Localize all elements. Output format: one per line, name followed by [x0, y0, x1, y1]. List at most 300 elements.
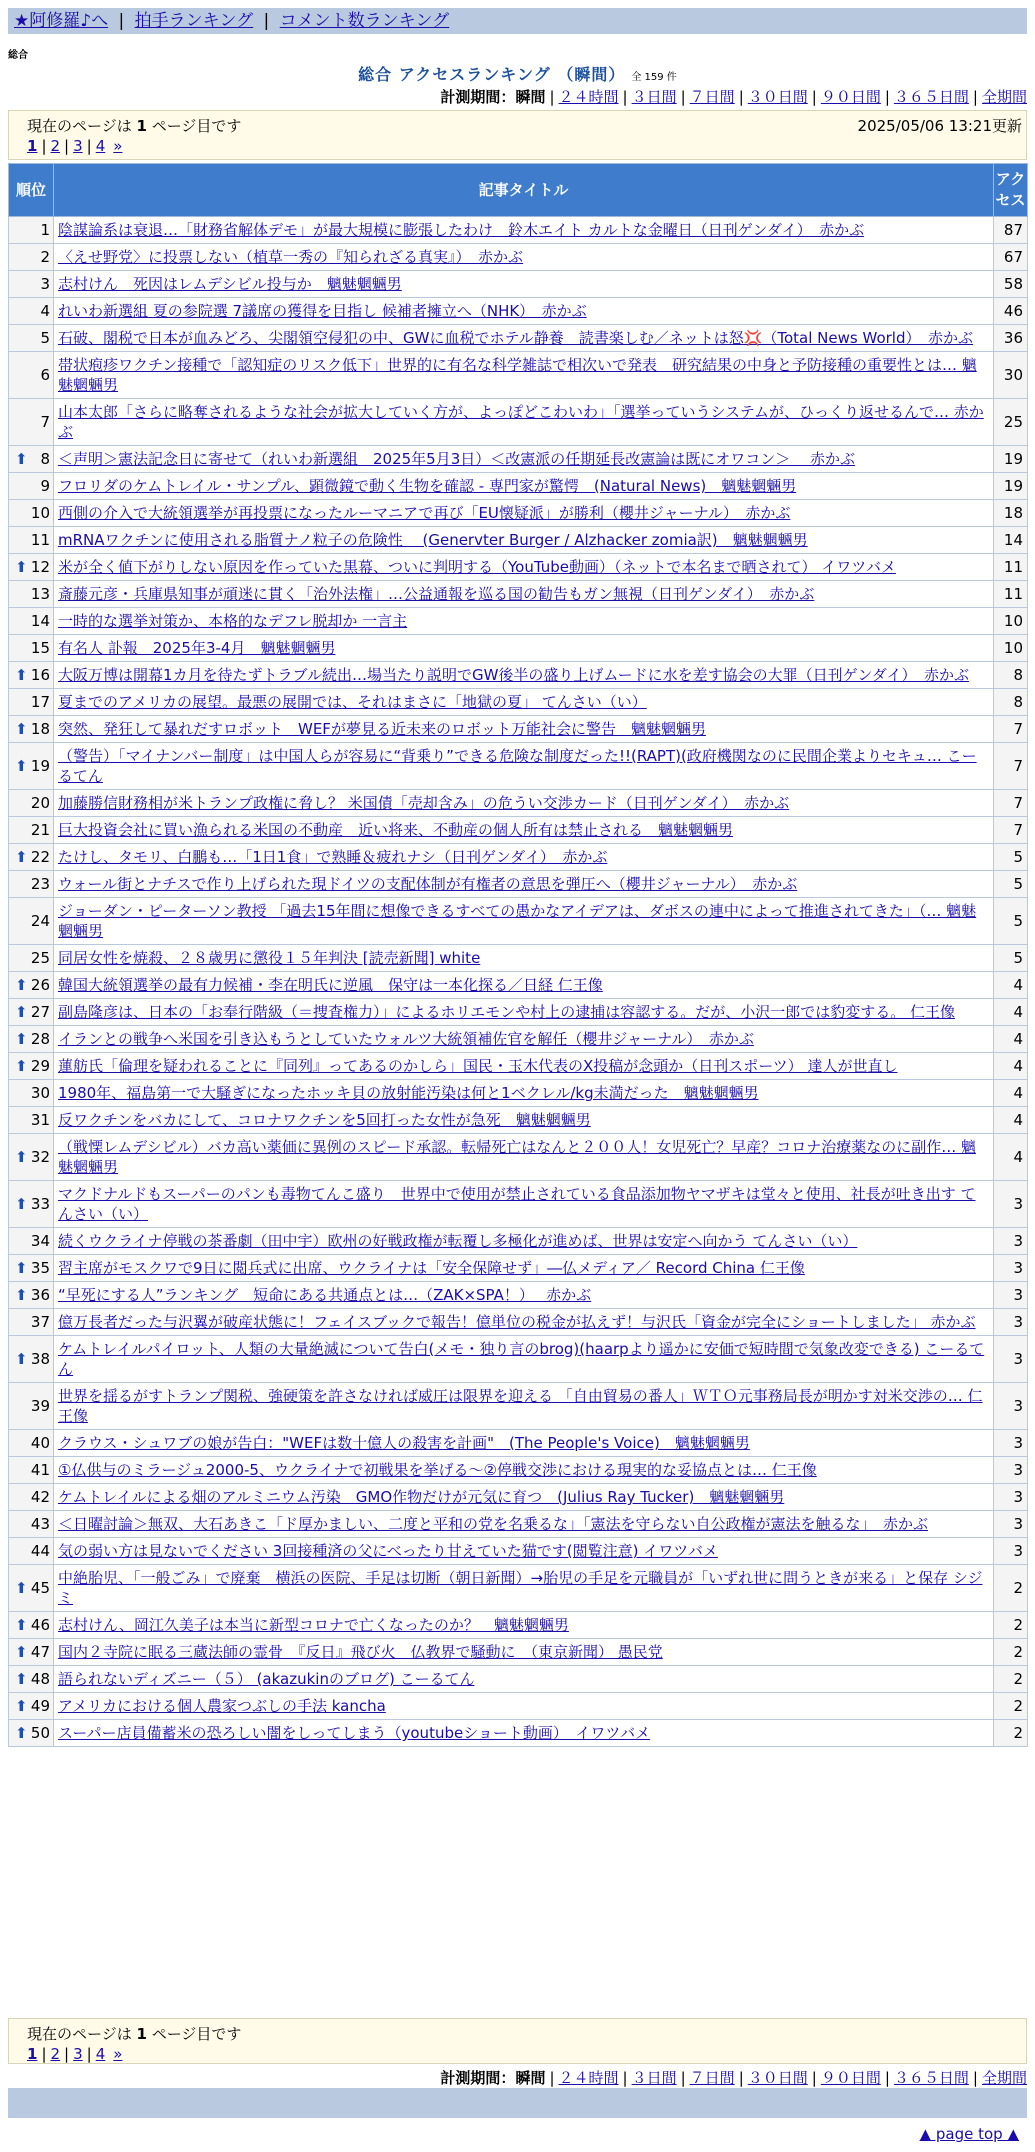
- article-title-link[interactable]: マクドナルドもスーパーのパンも毒物てんこ盛り 世界中で使用が禁止されている食品添加物ヤマザキは堂々と使用、社長が吐き出す てんさい（い）: [58, 1185, 976, 1223]
- access-count: 14: [994, 527, 1028, 554]
- rank-number: 49: [30, 1697, 50, 1715]
- article-title-link[interactable]: 有名人 訃報 2025年3-4月 魑魅魍魎男: [58, 639, 336, 657]
- table-row: [9, 999, 1028, 1026]
- next-page-link[interactable]: »: [113, 137, 123, 155]
- rank-cell: [9, 1639, 54, 1666]
- table-row: [9, 527, 1028, 554]
- table-row: [9, 1228, 1028, 1255]
- rank-up-arrow-icon: ⬆: [15, 1030, 28, 1048]
- rank-cell: [9, 844, 54, 871]
- rank-cell: [9, 945, 54, 972]
- title-cell: [54, 1080, 994, 1107]
- page-top-link[interactable]: ▲ page top ▲: [919, 2125, 1019, 2143]
- article-title-link[interactable]: 語られないディズニー（５） (akazukinのブログ) こーるてん: [58, 1670, 475, 1688]
- rank-cell: [9, 1484, 54, 1511]
- rank-up-arrow-icon: ⬆: [15, 1616, 28, 1634]
- article-title-link[interactable]: ケムトレイルによる畑のアルミニウム汚染 GMO作物だけが元気に育つ (Julius Ray Tucker) 魑魅魍魎男: [58, 1488, 785, 1506]
- table-row: [9, 972, 1028, 999]
- rank-up-arrow-icon: ⬆: [15, 1724, 28, 1742]
- period-option[interactable]: ２４時間: [558, 2069, 619, 2087]
- rank-up-arrow-icon: ⬆: [15, 1697, 28, 1715]
- rank-up-arrow-icon: ⬆: [15, 1286, 28, 1304]
- access-count: 2: [994, 1666, 1028, 1693]
- article-title-link[interactable]: 続くウクライナ停戦の茶番劇（田中宇）欧州の好戦政権が転覆し多極化が進めば、世界は安定へ向かう てんさい（い）: [58, 1232, 858, 1250]
- page-link[interactable]: 2: [50, 2045, 61, 2063]
- rank-cell: [9, 352, 54, 399]
- table-row: [9, 689, 1028, 716]
- rank-cell: [9, 500, 54, 527]
- rank-cell: [9, 635, 54, 662]
- rank-up-arrow-icon: ⬆: [15, 976, 28, 994]
- article-title-link[interactable]: 米が全く値下がりしない原因を作っていた黒幕、ついに判明する（YouTube動画）（ネットで本名まで晒されて） イワツバメ: [58, 558, 896, 576]
- access-count: 46: [994, 298, 1028, 325]
- title-cell: [54, 352, 994, 399]
- rank-cell: [9, 898, 54, 945]
- table-row: [9, 1134, 1028, 1181]
- period-separator: |: [811, 88, 817, 106]
- clap-ranking-link[interactable]: 拍手ランキング: [134, 11, 254, 31]
- rank-cell: [9, 527, 54, 554]
- article-title-link[interactable]: 韓国大統領選挙の最有力候補・李在明氏に逆風 保守は一本化探る／日経 仁王像: [58, 976, 603, 994]
- rank-number: 39: [30, 1397, 50, 1415]
- rank-cell: [9, 1383, 54, 1430]
- page-link[interactable]: 1: [27, 2045, 38, 2063]
- rank-number: 34: [30, 1232, 50, 1250]
- period-option[interactable]: ３日間: [631, 2069, 677, 2087]
- article-title-link[interactable]: イランとの戦争へ米国を引き込もうとしていたウォルツ大統領補佐官を解任（櫻井ジャーナル） 赤かぶ: [58, 1030, 754, 1048]
- rank-cell: [9, 1430, 54, 1457]
- article-title-link[interactable]: ＜日曜討論＞無双、大石あきこ「ド厚かましい、二度と平和の党を名乗るな」「憲法を守らない自公政権が憲法を触るな」 赤かぶ: [58, 1515, 929, 1533]
- rank-number: 9: [40, 477, 50, 495]
- period-option[interactable]: ７日間: [689, 88, 735, 106]
- period-option[interactable]: ９０日間: [820, 2069, 881, 2087]
- rank-cell: [9, 325, 54, 352]
- article-title-link[interactable]: 一時的な選挙対策か、本格的なデフレ脱却か 一言主: [58, 612, 408, 630]
- title-cell: [54, 898, 994, 945]
- period-separator: |: [884, 88, 890, 106]
- rank-up-arrow-icon: ⬆: [15, 1579, 28, 1597]
- period-label: 計測期間：: [440, 88, 516, 106]
- rank-cell: [9, 1255, 54, 1282]
- access-count: 4: [994, 999, 1028, 1026]
- title-cell: [54, 1107, 994, 1134]
- rank-number: 28: [30, 1030, 50, 1048]
- access-count: 4: [994, 972, 1028, 999]
- updated-time: 2025/05/06 13:21更新: [857, 117, 1022, 135]
- title-cell: [54, 1484, 994, 1511]
- access-header-text: アク セス: [995, 170, 1026, 209]
- table-row: [9, 790, 1028, 817]
- title-cell: [54, 1720, 994, 1747]
- rank-number: 3: [40, 275, 50, 293]
- table-row: [9, 1538, 1028, 1565]
- period-option[interactable]: ７日間: [689, 2069, 735, 2087]
- period-separator: |: [549, 2069, 555, 2087]
- access-count: 3: [994, 1538, 1028, 1565]
- period-current: 瞬間: [515, 2069, 546, 2087]
- page-link[interactable]: 4: [95, 2045, 106, 2063]
- title-cell: [54, 844, 994, 871]
- article-title-link[interactable]: 1980年、福島第一で大騒ぎになったホッキ貝の放射能汚染は何と1ベクレル/kg未満だった 魑魅魍魎男: [58, 1084, 759, 1102]
- article-title-link[interactable]: （警告）「マイナンバー制度」は中国人らが容易に“背乗り”できる危険な制度だった!!(RAPT)(政府機関なのに民間企業よりセキュ… こーるてん: [58, 747, 977, 785]
- period-separator: |: [884, 2069, 890, 2087]
- period-label: 計測期間：: [440, 2069, 516, 2087]
- page-separator: |: [64, 2045, 70, 2063]
- table-row: [9, 1639, 1028, 1666]
- access-count: 19: [994, 446, 1028, 473]
- table-row: [9, 1666, 1028, 1693]
- title-cell: [54, 871, 994, 898]
- home-link[interactable]: ★阿修羅♪へ: [14, 11, 109, 31]
- title-cell: [54, 1282, 994, 1309]
- period-current: 瞬間: [515, 88, 546, 106]
- title-cell: [54, 790, 994, 817]
- title-cell: [54, 1228, 994, 1255]
- access-count: 18: [994, 500, 1028, 527]
- table-row: [9, 217, 1028, 244]
- rank-number: 35: [30, 1259, 50, 1277]
- ranking-title-text: 総合 アクセスランキング （瞬間）: [358, 65, 626, 84]
- rank-cell: [9, 581, 54, 608]
- article-title-link[interactable]: 副島隆彦は、日本の「お奉行階級（＝捜査権力）」によるホリエモンや村上の逮捕は容認する。だが、小沢一郎では豹変する。 仁王像: [58, 1003, 955, 1021]
- page-links: [27, 137, 122, 155]
- access-count: 3: [994, 1457, 1028, 1484]
- current-page-pre: 現在のページは: [27, 117, 137, 135]
- title-cell: [54, 1639, 994, 1666]
- rank-cell: [9, 244, 54, 271]
- pager-bottom: [8, 2018, 1027, 2064]
- article-title-link[interactable]: 気の弱い方は見ないでください 3回接種済の父にべったり甘えていた猫です(閲覧注意) イワツバメ: [58, 1542, 718, 1560]
- title-cell: [54, 608, 994, 635]
- article-title-link[interactable]: スーパー店員備蓄米の恐ろしい闇をしってしまう（youtubeショート動画） イワツバメ: [58, 1724, 651, 1742]
- page-link[interactable]: 2: [50, 137, 61, 155]
- rank-cell: [9, 1336, 54, 1383]
- access-count: 8: [994, 689, 1028, 716]
- period-separator: |: [622, 88, 628, 106]
- title-cell: [54, 1309, 994, 1336]
- article-title-link[interactable]: 斎藤元彦・兵庫県知事が頑迷に貫く「治外法権」…公益通報を巡る国の勧告もガン無視（日刊ゲンダイ） 赤かぶ: [58, 585, 815, 603]
- rank-number: 1: [40, 221, 50, 239]
- page-link[interactable]: 1: [27, 137, 38, 155]
- title-cell: [54, 635, 994, 662]
- article-title-link[interactable]: 習主席がモスクワで9日に閲兵式に出席、ウクライナは「安全保障せず」―仏メディア／ Record China 仁王像: [58, 1259, 805, 1277]
- period-option[interactable]: ３６５日間: [893, 88, 969, 106]
- rank-number: 43: [30, 1515, 50, 1533]
- access-count: 8: [994, 662, 1028, 689]
- access-count: 25: [994, 399, 1028, 446]
- period-option[interactable]: ２４時間: [558, 88, 619, 106]
- rank-number: 37: [30, 1313, 50, 1331]
- title-cell: [54, 1693, 994, 1720]
- article-title-link[interactable]: ①仏供与のミラージュ2000-5、ウクライナで初戦果を挙げる～②停戦交渉における現実的な妥協点とは… 仁王像: [58, 1461, 817, 1479]
- article-title-link[interactable]: 世界を揺るがすトランプ関税、強硬策を許さなければ威圧は限界を迎える 「自由貿易の番人」ＷＴＯ元事務局長が明かす対米交渉の… 仁王像: [58, 1387, 983, 1425]
- page-link[interactable]: 4: [95, 137, 106, 155]
- access-count: 10: [994, 635, 1028, 662]
- table-row: [9, 817, 1028, 844]
- rank-number: 45: [30, 1579, 50, 1597]
- article-title-link[interactable]: 同居女性を焼殺、２８歳男に懲役１５年判決 [読売新聞] white: [58, 949, 481, 967]
- article-title-link[interactable]: 帯状疱疹ワクチン接種で「認知症のリスク低下」世界的に有名な科学雑誌で相次いで発表 研究結果の中身と予防接種の重要性とは… 魑魅魍魎男: [58, 356, 977, 394]
- table-row: [9, 399, 1028, 446]
- period-separator: |: [622, 2069, 628, 2087]
- article-title-link[interactable]: 反ワクチンをバカにして、コロナワクチンを5回打った女性が急死 魑魅魍魎男: [58, 1111, 591, 1129]
- table-row: [9, 1457, 1028, 1484]
- title-cell: [54, 527, 994, 554]
- title-cell: [54, 689, 994, 716]
- article-title-link[interactable]: 加藤勝信財務相が米トランプ政権に脅し？ 米国債「売却含み」の危うい交渉カード（日刊ゲンダイ） 赤かぶ: [58, 794, 790, 812]
- access-count: 3: [994, 1181, 1028, 1228]
- rank-number: 48: [30, 1670, 50, 1688]
- title-cell: [54, 662, 994, 689]
- rank-cell: [9, 399, 54, 446]
- rank-up-arrow-icon: ⬆: [15, 1148, 28, 1166]
- access-count: 2: [994, 1693, 1028, 1720]
- page-separator: |: [64, 137, 70, 155]
- rank-up-arrow-icon: ⬆: [15, 450, 28, 468]
- table-row: [9, 1107, 1028, 1134]
- rank-number: 50: [30, 1724, 50, 1742]
- rank-number: 2: [40, 248, 50, 266]
- period-option[interactable]: ３０日間: [747, 2069, 808, 2087]
- title-cell: [54, 217, 994, 244]
- title-cell: [54, 817, 994, 844]
- rank-number: 10: [30, 504, 50, 522]
- access-count: 2: [994, 1639, 1028, 1666]
- rank-cell: [9, 446, 54, 473]
- rank-cell: [9, 1181, 54, 1228]
- access-count: 87: [994, 217, 1028, 244]
- table-row: [9, 325, 1028, 352]
- rank-number: 23: [30, 875, 50, 893]
- comment-ranking-link[interactable]: コメント数ランキング: [279, 11, 450, 31]
- rank-number: 21: [30, 821, 50, 839]
- article-title-link[interactable]: “早死にする人”ランキング 短命にある共通点とは…（ZAK×SPA！） 赤かぶ: [58, 1286, 592, 1304]
- article-title-link[interactable]: 〈えせ野党〉に投票しない（植草一秀の『知られざる真実』） 赤かぶ: [58, 248, 524, 266]
- rank-cell: [9, 1282, 54, 1309]
- page-separator: |: [86, 2045, 92, 2063]
- access-count: 5: [994, 945, 1028, 972]
- table-header-row: [9, 164, 1028, 217]
- ranking-table: [8, 163, 1028, 1747]
- table-row: [9, 1565, 1028, 1612]
- rank-cell: [9, 662, 54, 689]
- period-option[interactable]: 全期間: [981, 2069, 1027, 2087]
- access-count: 2: [994, 1565, 1028, 1612]
- table-row: [9, 1181, 1028, 1228]
- next-page-link[interactable]: »: [113, 2045, 123, 2063]
- rank-cell: [9, 1565, 54, 1612]
- title-cell: [54, 1336, 994, 1383]
- rank-number: 11: [30, 531, 50, 549]
- article-title-link[interactable]: アメリカにおける個人農家つぶしの手法 kancha: [58, 1697, 386, 1715]
- article-title-link[interactable]: クラウス・シュワブの娘が告白："WEFは数十億人の殺害を計画" (The People's Voice) 魑魅魍魎男: [58, 1434, 750, 1452]
- access-count: 3: [994, 1383, 1028, 1430]
- access-count: 3: [994, 1484, 1028, 1511]
- article-title-link[interactable]: 巨大投資会社に買い漁られる米国の不動産 近い将来、不動産の個人所有は禁止される 魑魅魍魎男: [58, 821, 734, 839]
- period-option[interactable]: ３０日間: [747, 88, 808, 106]
- page-link[interactable]: 3: [73, 137, 83, 155]
- rank-number: 22: [30, 848, 50, 866]
- table-row: [9, 635, 1028, 662]
- title-cell: [54, 554, 994, 581]
- rank-cell: [9, 1107, 54, 1134]
- table-row: [9, 352, 1028, 399]
- period-option[interactable]: ３６５日間: [893, 2069, 969, 2087]
- access-count: 36: [994, 325, 1028, 352]
- rank-header-text: 順位: [15, 180, 46, 199]
- rank-number: 33: [30, 1195, 50, 1213]
- access-count: 5: [994, 898, 1028, 945]
- rank-number: 26: [30, 976, 50, 994]
- article-title-link[interactable]: 陰謀論系は衰退…「財務省解体デモ」が最大規模に膨張したわけ 鈴木エイト カルトな金曜日（日刊ゲンダイ） 赤かぶ: [58, 221, 865, 239]
- article-title-link[interactable]: 志村けん、岡江久美子は本当に新型コロナで亡くなったのか？ 魑魅魍魎男: [58, 1616, 569, 1634]
- site-label: 総合: [8, 50, 28, 61]
- table-row: [9, 554, 1028, 581]
- period-separator: |: [680, 2069, 686, 2087]
- article-title-link[interactable]: 志村けん 死因はレムデシビル投与か 魑魅魍魎男: [58, 275, 402, 293]
- access-count: 2: [994, 1612, 1028, 1639]
- rank-up-arrow-icon: ⬆: [15, 757, 28, 775]
- table-row: [9, 1511, 1028, 1538]
- article-title-link[interactable]: 蓮舫氏「倫理を疑われることに『同列』ってあるのかしら」国民・玉木代表のX投稿が念頭か（日刊スポーツ） 達人が世直し: [58, 1057, 898, 1075]
- rank-cell: [9, 1666, 54, 1693]
- access-count: 4: [994, 1053, 1028, 1080]
- rank-cell: [9, 217, 54, 244]
- table-row: [9, 1026, 1028, 1053]
- rank-cell: [9, 473, 54, 500]
- table-row: [9, 1383, 1028, 1430]
- article-title-link[interactable]: 中絶胎児、「一般ごみ」で廃棄 横浜の医院、手足は切断（朝日新聞）→胎児の手足を元職員が「いずれ世に問うときが来る」と保存 シジミ: [58, 1569, 983, 1607]
- access-count: 3: [994, 1255, 1028, 1282]
- article-title-link[interactable]: フロリダのケムトレイル・サンプル、顕微鏡で動く生物を確認 - 専門家が驚愕 (Natural News) 魑魅魍魎男: [58, 477, 797, 495]
- rank-cell: [9, 871, 54, 898]
- access-count: 7: [994, 790, 1028, 817]
- rank-cell: [9, 689, 54, 716]
- title-cell: [54, 1026, 994, 1053]
- article-title-link[interactable]: （戦慄レムデシビル）バカ高い薬価に異例のスピード承認。転帰死亡はなんと２００人！女児死亡？早産？コロナ治療薬なのに副作… 魑魅魍魎男: [58, 1138, 976, 1176]
- article-title-link[interactable]: 石破、閣税で日本が血みどろ、尖閣領空侵犯の中、GWに血税でホテル静養 読書楽しむ／ネットは怒💢（Total News World） 赤かぶ: [58, 329, 973, 347]
- article-title-link[interactable]: 突然、発狂して暴れだすロボット WEFが夢見る近未来のロボット万能社会に警告 魑魅魍魎男: [58, 720, 706, 738]
- article-title-link[interactable]: 国内２寺院に眠る三蔵法師の霊骨 『反日』飛び火 仏教界で騒動に （東京新聞） 愚民党: [58, 1643, 663, 1661]
- article-title-link[interactable]: 山本太郎「さらに略奪されるような社会が拡大していく方が、よっぽどこわいわ」「選挙っていうシステムが、ひっくり返せるんで… 赤かぶ: [58, 403, 984, 441]
- rank-number: 20: [30, 794, 50, 812]
- rank-up-arrow-icon: ⬆: [15, 1195, 28, 1213]
- table-row: [9, 1484, 1028, 1511]
- current-page-text: [27, 2023, 241, 2044]
- title-cell: [54, 581, 994, 608]
- rank-cell: [9, 999, 54, 1026]
- title-cell: [54, 244, 994, 271]
- title-cell: [54, 972, 994, 999]
- access-count: 10: [994, 608, 1028, 635]
- period-separator: |: [811, 2069, 817, 2087]
- title-cell: [54, 1430, 994, 1457]
- article-title-link[interactable]: たけし、タモリ、白鵬も…「1日1食」で熟睡＆疲れナシ（日刊ゲンダイ） 赤かぶ: [58, 848, 608, 866]
- rank-number: 25: [30, 949, 50, 967]
- rank-up-arrow-icon: ⬆: [15, 1057, 28, 1075]
- rank-number: 8: [40, 450, 50, 468]
- page-link[interactable]: 3: [73, 2045, 83, 2063]
- rank-number: 38: [30, 1350, 50, 1368]
- title-cell: [54, 298, 994, 325]
- article-title-link[interactable]: ケムトレイルパイロット、人類の大量絶滅について告白(メモ・独り言のbrog)(haarpより遥かに安価で短時間で気象改変できる) こーるてん: [58, 1340, 985, 1378]
- access-count: 3: [994, 1309, 1028, 1336]
- article-title-link[interactable]: mRNAワクチンに使用される脂質ナノ粒子の危険性 (Genervter Burger / Alzhacker zomia訳) 魑魅魍魎男: [58, 531, 808, 549]
- rank-number: 5: [40, 329, 50, 347]
- rank-cell: [9, 298, 54, 325]
- rank-header: [9, 164, 54, 217]
- rank-number: 4: [40, 302, 50, 320]
- article-title-link[interactable]: ウォール街とナチスで作り上げられた現ドイツの支配体制が有権者の意思を弾圧へ（櫻井ジャーナル） 赤かぶ: [58, 875, 798, 893]
- article-title-link[interactable]: れいわ新選組 夏の参院選 7議席の獲得を目指し 候補者擁立へ（NHK） 赤かぶ: [58, 302, 587, 320]
- title-cell: [54, 500, 994, 527]
- article-title-link[interactable]: 億万長者だった与沢翼が破産状態に！フェイスブックで報告！億単位の税金が払えず！与沢氏「資金が完全にショートしました」 赤かぶ: [58, 1313, 976, 1331]
- rank-number: 6: [40, 366, 50, 384]
- access-count: 3: [994, 1228, 1028, 1255]
- rank-up-arrow-icon: ⬆: [15, 1643, 28, 1661]
- article-title-link[interactable]: 西側の介入で大統領選挙が再投票になったルーマニアで再び「EU懐疑派」が勝利（櫻井ジャーナル） 赤かぶ: [58, 504, 791, 522]
- rank-up-arrow-icon: ⬆: [15, 1670, 28, 1688]
- rank-up-arrow-icon: ⬆: [15, 720, 28, 738]
- page-separator: |: [41, 2045, 47, 2063]
- table-row: [9, 1693, 1028, 1720]
- period-separator: |: [972, 88, 978, 106]
- period-option[interactable]: 全期間: [981, 88, 1027, 106]
- top-nav-bar: [8, 8, 1027, 34]
- rank-number: 40: [30, 1434, 50, 1452]
- table-row: [9, 662, 1028, 689]
- rank-cell: [9, 743, 54, 790]
- table-row: [9, 1255, 1028, 1282]
- table-row: [9, 716, 1028, 743]
- rank-up-arrow-icon: ⬆: [15, 1259, 28, 1277]
- table-row: [9, 898, 1028, 945]
- article-title-link[interactable]: ＜声明＞憲法記念日に寄せて（れいわ新選組 2025年5月3日）＜改憲派の任期延長改憲論は既にオワコン＞ 赤かぶ: [58, 450, 856, 468]
- table-row: [9, 945, 1028, 972]
- access-count: 2: [994, 1720, 1028, 1747]
- access-header: [994, 164, 1028, 217]
- rank-number: 27: [30, 1003, 50, 1021]
- rank-cell: [9, 817, 54, 844]
- rank-cell: [9, 1026, 54, 1053]
- table-row: [9, 743, 1028, 790]
- article-title-link[interactable]: 夏までのアメリカの展望。最悪の展開では、それはまさに「地獄の夏」 てんさい（い）: [58, 693, 647, 711]
- rank-number: 42: [30, 1488, 50, 1506]
- period-option[interactable]: ３日間: [631, 88, 677, 106]
- table-row: [9, 244, 1028, 271]
- rank-up-arrow-icon: ⬆: [15, 558, 28, 576]
- table-row: [9, 608, 1028, 635]
- ranking-count: 全 159 件: [631, 72, 677, 83]
- rank-number: 18: [30, 720, 50, 738]
- access-count: 5: [994, 844, 1028, 871]
- rank-cell: [9, 1511, 54, 1538]
- period-selector-top: [440, 86, 1027, 107]
- article-title-link[interactable]: ジョーダン・ピーターソン教授 「過去15年間に想像できるすべての愚かなアイデアは、ダボスの連中によって推進されてきた」（… 魑魅魍魎男: [58, 902, 977, 940]
- rank-number: 32: [30, 1148, 50, 1166]
- table-row: [9, 871, 1028, 898]
- table-row: [9, 581, 1028, 608]
- title-cell: [54, 716, 994, 743]
- rank-number: 13: [30, 585, 50, 603]
- title-cell: [54, 1565, 994, 1612]
- title-cell: [54, 743, 994, 790]
- article-title-link[interactable]: 大阪万博は開幕1カ月を待たずトラブル続出…場当たり説明でGW後半の盛り上げムードに水を差す協会の大罪（日刊ゲンダイ） 赤かぶ: [58, 666, 969, 684]
- title-cell: [54, 999, 994, 1026]
- period-option[interactable]: ９０日間: [820, 88, 881, 106]
- access-count: 3: [994, 1430, 1028, 1457]
- footer-bar: [8, 2088, 1027, 2118]
